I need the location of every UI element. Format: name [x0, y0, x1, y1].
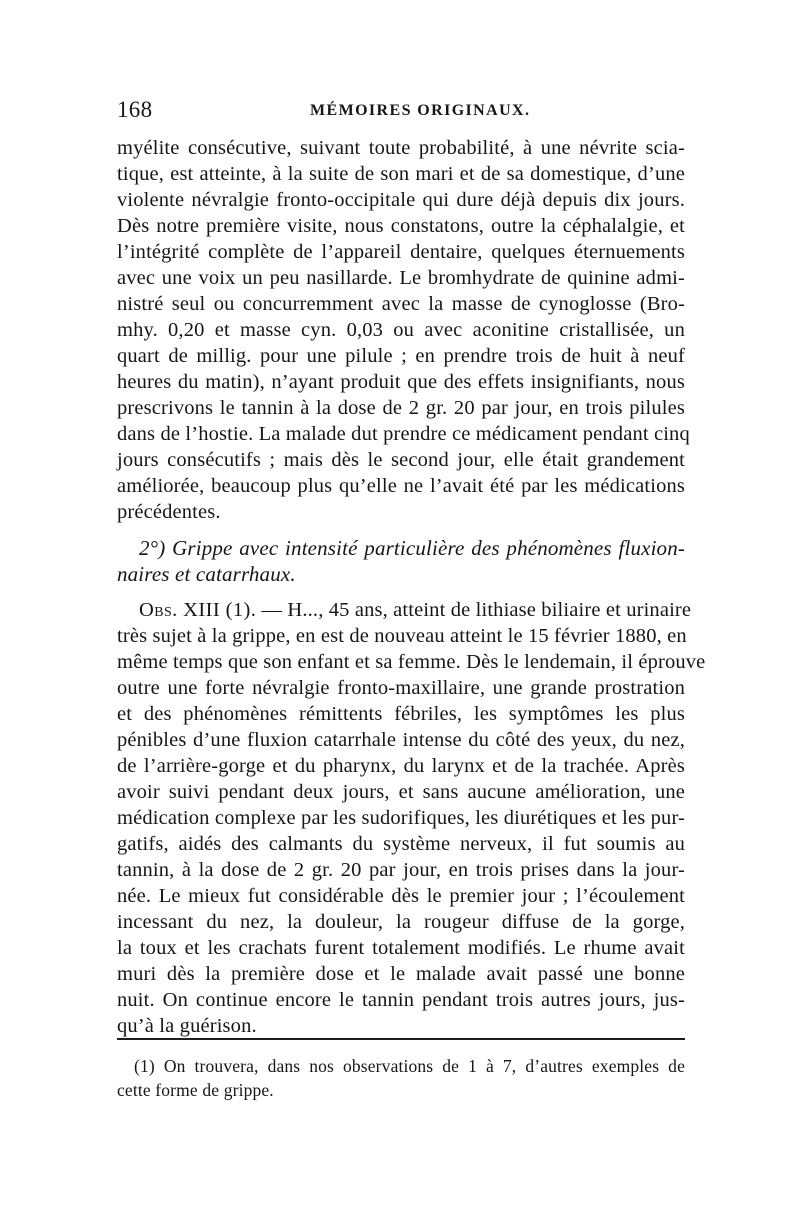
- observation-line: de l’arrière-gorge et du pharynx, du larynx et de la trachée. Après: [117, 755, 685, 777]
- observation-line: muri dès la première dose et le malade avait passé une bonne: [117, 963, 685, 985]
- observation-line: outre une forte névralgie fronto-maxillaire, une grande prostration: [117, 677, 685, 699]
- observation-line: qu’à la guérison.: [117, 1015, 257, 1037]
- running-head: MÉMOIRES ORIGINAUX.: [310, 102, 531, 119]
- body-line: améliorée, beaucoup plus qu’elle ne l’avait été par les médications: [117, 475, 685, 497]
- observation-first-text: — H..., 45 ans, atteint de lithiase biliaire et urinaire: [256, 599, 692, 621]
- observation-first-line: [139, 598, 692, 623]
- observation-line: née. Le mieux fut considérable dès le premier jour ; l’écoulement: [117, 885, 685, 907]
- body-line: violente névralgie fronto-occipitale qui dure déjà depuis dix jours.: [117, 189, 685, 211]
- body-line: Dès notre première visite, nous constatons, outre la céphalalgie, et: [117, 215, 685, 237]
- body-line: avec une voix un peu nasillarde. Le bromhydrate de quinine admi-: [117, 267, 685, 289]
- page-number: 168: [117, 97, 153, 122]
- observation-line: avoir suivi pendant deux jours, et sans aucune amélioration, une: [117, 781, 685, 803]
- body-line: tique, est atteinte, à la suite de son mari et de sa domestique, d’une: [117, 163, 685, 185]
- observation-line: gatifs, aidés des calmants du système nerveux, il fut soumis au: [117, 833, 685, 855]
- observation-line: incessant du nez, la douleur, la rougeur diffuse de la gorge,: [117, 911, 685, 933]
- section-heading-line: 2°) Grippe avec intensité particulière des phénomènes fluxion-: [139, 536, 685, 560]
- footnote-line: (1) On trouvera, dans nos observations de 1 à 7, d’autres exemples de: [134, 1056, 685, 1076]
- body-line: quart de millig. pour une pilule ; en prendre trois de huit à neuf: [117, 345, 685, 367]
- body-line: mhy. 0,20 et masse cyn. 0,03 ou avec aconitine cristallisée, un: [117, 319, 685, 341]
- footnote-divider: [117, 1038, 685, 1040]
- footnote-line: cette forme de grippe.: [117, 1080, 274, 1100]
- observation-label: Obs. XIII (1).: [139, 599, 257, 621]
- observation-line: la toux et les crachats furent totalement modifiés. Le rhume avait: [117, 937, 685, 959]
- observation-line: pénibles d’une fluxion catarrhale intense du côté des yeux, du nez,: [117, 729, 685, 751]
- body-line: prescrivons le tannin à la dose de 2 gr. 20 par jour, en trois pilules: [117, 397, 685, 419]
- observation-line: médication complexe par les sudorifiques, les diurétiques et les pur-: [117, 807, 685, 829]
- page-header: [117, 95, 685, 125]
- section-heading-line: naires et catarrhaux.: [117, 562, 296, 586]
- body-line: dans de l’hostie. La malade dut prendre ce médicament pendant cinq: [117, 423, 690, 445]
- observation-line: tannin, à la dose de 2 gr. 20 par jour, en trois prises dans la jour-: [117, 859, 685, 881]
- observation-line: nuit. On continue encore le tannin pendant trois autres jours, jus-: [117, 989, 685, 1011]
- observation-line: très sujet à la grippe, en est de nouveau atteint le 15 février 1880, en: [117, 625, 687, 647]
- body-line: l’intégrité complète de l’appareil dentaire, quelques éternuements: [117, 241, 685, 263]
- body-line: myélite consécutive, suivant toute probabilité, à une névrite scia-: [117, 137, 685, 159]
- observation-line: même temps que son enfant et sa femme. Dès le lendemain, il éprouve: [117, 651, 706, 673]
- body-line: jours consécutifs ; mais dès le second jour, elle était grandement: [117, 449, 685, 471]
- body-line: précédentes.: [117, 501, 221, 523]
- observation-line: et des phénomènes rémittents fébriles, les symptômes les plus: [117, 703, 685, 725]
- body-line: heures du matin), n’ayant produit que des effets insignifiants, nous: [117, 371, 685, 393]
- body-line: nistré seul ou concurremment avec la masse de cynoglosse (Bro-: [117, 293, 685, 315]
